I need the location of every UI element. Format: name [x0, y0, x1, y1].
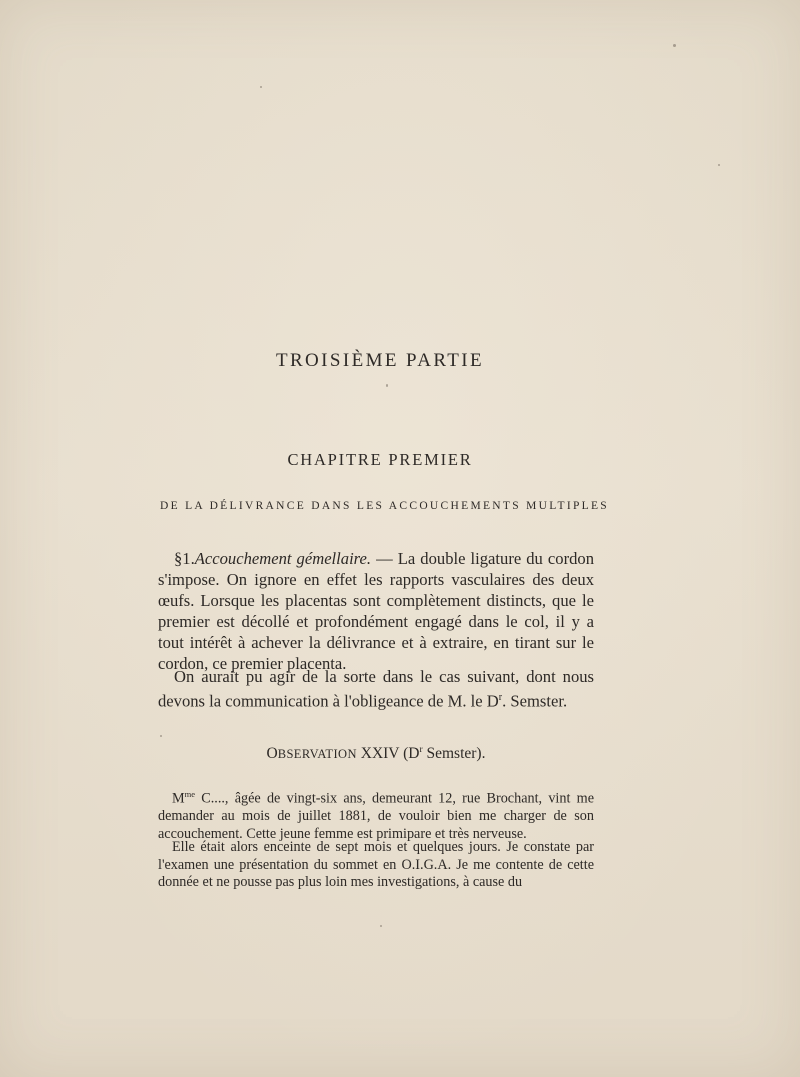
superscript: r	[419, 745, 423, 755]
observation-paragraph	[158, 839, 594, 892]
chapter-title: CHAPITRE PREMIER	[287, 450, 473, 469]
section-heading: DE LA DÉLIVRANCE DANS LES ACCOUCHEMENTS MULTIPLES	[160, 500, 609, 512]
observation-author: Semster).	[422, 745, 486, 763]
ink-speck	[160, 735, 162, 737]
patient-name: M	[172, 790, 185, 807]
observation-number: XXIV (D	[356, 745, 420, 763]
ink-speck	[386, 384, 388, 387]
paragraph-semster	[158, 666, 594, 712]
ink-speck	[673, 44, 676, 47]
observation-paragraph	[158, 786, 594, 844]
paragraph-gemellaire	[158, 548, 594, 674]
ink-speck	[380, 925, 382, 927]
ink-speck	[260, 86, 262, 88]
superscript: me	[184, 789, 196, 799]
paragraph-text: C...., âgée de vingt-six ans, demeurant 12, rue Brochant, vint me demander au mois de juillet 1881, de vouloir bien me charger de son accouchement. Cette jeune femme est primipare et très nerveuse.	[158, 790, 594, 842]
part-title: TROISIÈME PARTIE	[275, 350, 485, 371]
paragraph-text: Elle était alors enceinte de sept mois et quelques jours. Je constate par l'examen une présentation du sommet en O.I.G.A. Je me contente de cette donnée et ne pousse pas plus loin mes investigations, à cause du	[158, 839, 594, 891]
ink-speck	[718, 164, 720, 166]
superscript: r	[498, 692, 503, 703]
em-dash: —	[371, 549, 398, 568]
section-title: Accouchement gémellaire.	[194, 549, 372, 568]
observation-title	[158, 745, 594, 763]
observation-label-initial: O	[266, 745, 278, 763]
section-number: §1.	[174, 549, 195, 568]
paragraph-text: On aurait pu agir de la sorte dans le cas suivant, dont nous devons la communication à l'obligeance de M. le D	[158, 667, 594, 711]
paragraph-text: La double ligature du cordon s'impose. On ignore en effet les rapports vasculaires des deux œufs. Lorsque les placentas sont complètement distincts, que le premier est décollé et profondément engagé dans le col, il y a tout intérêt à achever la délivrance et à extraire, en tirant sur le cordon, ce premier placenta.	[158, 549, 594, 673]
observation-label: BSERVATION	[277, 747, 357, 762]
paragraph-text: . Semster.	[502, 691, 568, 711]
